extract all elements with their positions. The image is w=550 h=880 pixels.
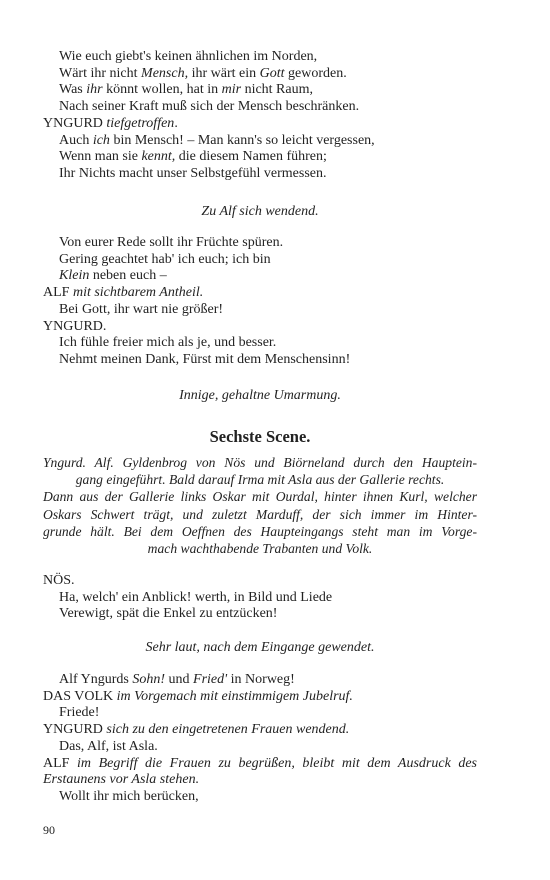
text-span: Von eurer Rede sollt ihr Früchte spüren. (59, 235, 284, 250)
text-line (43, 789, 477, 806)
italic-span: ich (92, 132, 110, 148)
text-span: Verewigt, spät die Enkel zu entzücken! (59, 606, 278, 622)
scene-stage-direction (43, 454, 477, 557)
text-span: ALF (43, 285, 73, 301)
stage-line: Oskars Schwert trägt, und zuletzt Marduff, der sich immer im Hinter- (43, 506, 477, 522)
text-span: Wenn man sie (59, 149, 142, 165)
text-line (43, 302, 477, 319)
text-span: DAS VOLK (43, 688, 117, 704)
italic-span: mit sichtbarem Antheil. (72, 285, 204, 301)
text-line (43, 590, 477, 607)
text-span: Ha, welch' ein Anblick! werth, in Bild und Liede (59, 589, 333, 605)
text-line (43, 756, 477, 773)
text-line (43, 285, 477, 302)
italic-span: Mensch, (141, 65, 189, 81)
text-span: Was (59, 82, 87, 98)
text-span: NÖS. (43, 573, 75, 588)
text-line (43, 722, 477, 739)
text-line (43, 49, 477, 66)
text-span: YNGURD (43, 722, 107, 738)
stage-line: gang eingeführt. Bald darauf Irma mit Asla aus der Gallerie rechts. (75, 472, 445, 488)
stage-direction-embrace: Innige, gehaltne Umarmung. (179, 388, 341, 403)
italic-span: tiefgetroffen (106, 115, 175, 131)
verse-block-2 (43, 235, 477, 369)
text-span: Gering geachtet hab' ich euch; ich bin (59, 251, 271, 267)
text-line (43, 352, 477, 369)
text-span: ihr wärt ein (188, 65, 260, 81)
italic-span: kennt, (141, 149, 176, 165)
text-line (43, 772, 477, 789)
text-line (43, 335, 477, 352)
text-line (43, 268, 477, 285)
text-span: Nach seiner Kraft muß sich der Mensch beschränken. (59, 99, 360, 115)
text-line (43, 82, 477, 99)
text-span: Wollt ihr mich berücken, (59, 788, 199, 804)
stage-line: mach wachthabende Trabanten und Volk. (147, 541, 373, 557)
italic-span: Klein (59, 268, 90, 284)
text-line (43, 149, 477, 166)
text-line (43, 99, 477, 116)
verse-block-3 (43, 573, 477, 623)
page-number: 90 (43, 823, 55, 837)
text-span: Wärt ihr nicht (59, 65, 142, 81)
text-span: in Norweg! (227, 672, 295, 687)
text-line (43, 705, 477, 722)
text-span: könnt wollen, hat in (102, 82, 222, 98)
text-span: Auch (59, 132, 93, 148)
text-line (43, 66, 477, 83)
text-line (43, 606, 477, 623)
text-span: und (165, 672, 194, 687)
italic-span: sich zu den eingetretenen Frauen wendend. (106, 722, 350, 738)
text-span: die diesem Namen führen; (175, 149, 327, 165)
text-line (43, 672, 477, 689)
text-line (43, 689, 477, 706)
text-span: ALF (43, 755, 78, 771)
text-line (43, 166, 477, 183)
text-line (43, 133, 477, 150)
text-span: bin Mensch! – Man kann's so leicht vergessen, (109, 132, 375, 148)
text-span: Ihr Nichts macht unser Selbstgefühl vermessen. (59, 165, 327, 181)
italic-span: Gott (259, 65, 285, 81)
italic-span: ihr (86, 82, 103, 98)
text-span: nicht Raum, (241, 82, 313, 98)
text-span: Das, Alf, ist Asla. (59, 738, 158, 754)
text-span: . (174, 115, 178, 131)
italic-span: Erstaunens vor Asla stehen. (43, 772, 200, 788)
text-line (43, 573, 477, 590)
italic-span: Sohn! (132, 672, 166, 687)
stage-line: Yngurd. Alf. Gyldenbrog von Nös und Biörneland durch den Hauptein- (43, 455, 477, 470)
text-span: Ich fühle freier mich als je, und besser. (59, 335, 277, 351)
text-line (43, 235, 477, 252)
text-span: neben euch – (89, 268, 167, 284)
text-span: Wie euch giebt's keinen ähnlichen im Norden, (59, 49, 318, 64)
text-line (43, 252, 477, 269)
stage-direction-alf: Zu Alf sich wendend. (201, 204, 319, 219)
text-span: YNGURD. (43, 318, 107, 334)
text-line (43, 116, 477, 133)
italic-span: Fried' (193, 672, 228, 687)
stage-line: Dann aus der Gallerie links Oskar mit Ourdal, hinter ihnen Kurl, welcher (43, 489, 477, 505)
text-span: Bei Gott, ihr wart nie größer! (59, 301, 224, 317)
stage-direction-entrance: Sehr laut, nach dem Eingange gewendet. (145, 640, 375, 655)
italic-span: im Vorgemach mit einstimmigem Jubelruf. (116, 688, 353, 704)
italic-span: im Begriff die Frauen zu begrüßen, bleibt mit dem Ausdruck des (77, 755, 478, 771)
text-line (43, 739, 477, 756)
text-span: Nehmt meinen Dank, Fürst mit dem Menschensinn! (59, 351, 351, 367)
verse-block-1 (43, 49, 477, 183)
text-span: Alf Yngurds (59, 672, 133, 687)
text-line (43, 319, 477, 336)
verse-block-4 (43, 672, 477, 806)
text-span: Friede! (59, 705, 100, 721)
italic-span: mir (221, 82, 242, 98)
text-span: geworden. (284, 65, 347, 81)
text-span: YNGURD (43, 115, 107, 131)
scene-heading: Sechste Scene. (209, 427, 311, 446)
stage-line: grunde hält. Bei dem Oeffnen des Haupteingangs steht man im Vorge- (43, 523, 477, 539)
